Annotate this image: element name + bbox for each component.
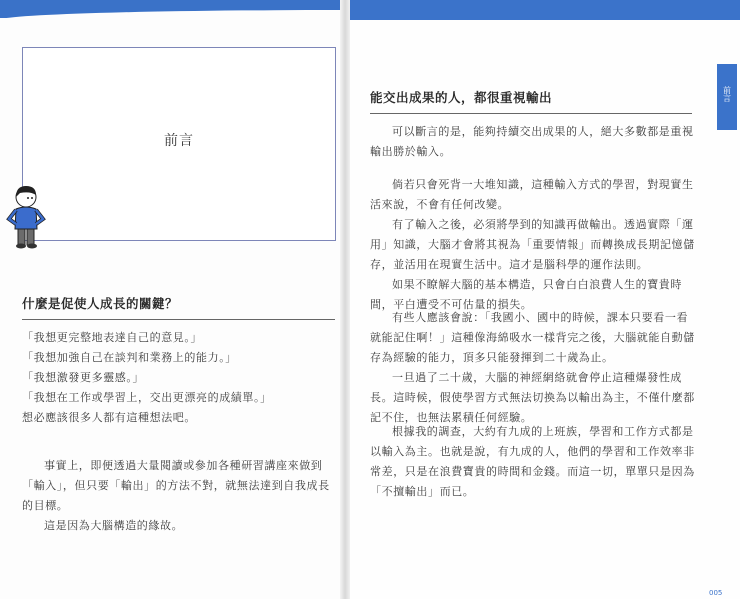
right-block-1 [370,122,695,162]
right-section-heading: 能交出成果的人，都很重視輸出 [370,90,553,105]
body-paragraph: 事實上，即便透過大量閱讀或參加各種研習講座來做到「輸入」，但只要「輸出」的方法不對，就無法達到自我成長的目標。 [22,459,330,512]
quote-line: 「我想激發更多靈感。」 [22,371,145,384]
chapter-title: 前言 [164,133,194,149]
right-block-2 [370,175,695,315]
top-color-band-left [0,0,345,18]
body-paragraph: 如果不瞭解大腦的基本構造，只會白白浪費人生的寶貴時間，平白遭受不可估量的損失。 [370,278,682,311]
book-gutter [340,0,350,599]
left-body-block [22,456,337,536]
quote-line: 「我想在工作或學習上，交出更漂亮的成績單。」 [22,391,272,404]
body-paragraph: 有了輸入之後，必須將學到的知識再做輸出。透過實際「運用」知識，大腦才會將其視為「重要情報」而轉換成長期記憶儲存，並活用在現實生活中。這才是腦科學的運作法則。 [370,218,695,271]
side-tab-label: 前言 [722,86,732,102]
left-section-heading: 什麼是促使人成長的關鍵？ [22,296,179,311]
heading-divider [370,113,692,114]
body-paragraph: 有些人應該會說：「我國小、國中的時候，課本只要看一看就能記住啊！」這種像海綿吸水一樣背完之後，大腦就能自動儲存為經驗的能力，頂多只能發揮到二十歲為止。 [370,311,695,364]
body-paragraph: 根據我的調查，大約有九成的上班族，學習和工作方式都是以輸入為主。也就是說，有九成的人，他們的學習和工作效率非常差，只是在浪費寶貴的時間和金錢。而這一切，單單只是因為「不擅輸出」而已。 [370,425,695,498]
body-paragraph: 一旦過了二十歲，大腦的神經網絡就會停止這種爆發性成長。這時候，假使學習方式無法切換為以輸出為主，不僅什麼都記不住，也無法累積任何經驗。 [370,371,695,424]
quote-line: 想必應該很多人都有這種想法吧。 [22,411,196,424]
chapter-title-frame [22,47,336,241]
person-illustration-icon [6,183,46,249]
quote-line: 「我想加強自己在談判和業務上的能力。」 [22,351,237,364]
right-block-3 [370,308,695,428]
quote-line: 「我想更完整地表達自己的意見。」 [22,331,203,344]
chapter-side-tab [717,64,737,130]
right-block-4 [370,422,695,502]
quotes-block [22,328,337,428]
body-paragraph: 這是因為大腦構造的緣故。 [44,519,184,532]
heading-divider [22,319,335,320]
page-number: 005 [709,589,723,597]
body-paragraph: 倘若只會死背一大堆知識，這種輸入方式的學習，對現實生活來說，不會有任何改變。 [370,178,694,211]
body-paragraph: 可以斷言的是，能夠持續交出成果的人，絕大多數都是重視輸出勝於輸入。 [370,125,694,158]
top-color-band-right [347,0,740,20]
